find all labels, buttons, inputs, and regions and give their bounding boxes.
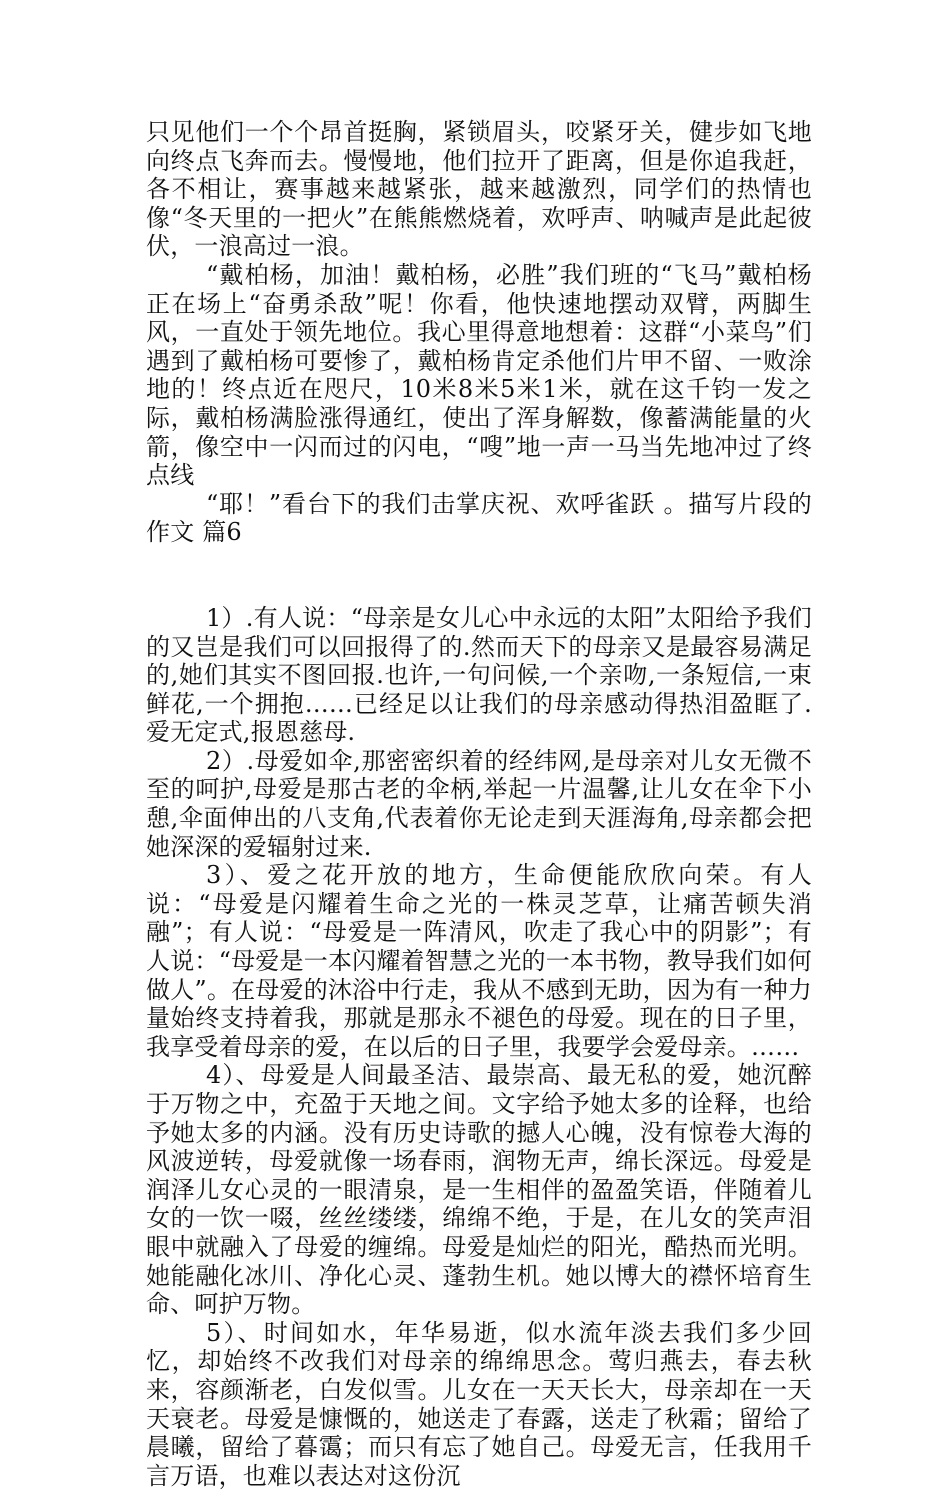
paragraph-2: “戴柏杨，加油！戴柏杨，必胜”我们班的“飞马”戴柏杨正在场上“奋勇杀敌”呢！你看，他快速地摆动双臂，两脚生风，一直处于领先地位。我心里得意地想着：这群“小菜鸟”们遇到了戴柏杨可要惨了，戴柏杨肯定杀他们片甲不留、一败涂地的！终点近在咫尺，10米8米5米1米，就在这千钧一发之际，戴柏杨满脸涨得通红，使出了浑身解数，像蓄满能量的火箭，像空中一闪而过的闪电，“嗖”地一声一马当先地冲过了终点线 (146, 260, 812, 490)
paragraph-1: 只见他们一个个昂首挺胸，紧锁眉头，咬紧牙关，健步如飞地向终点飞奔而去。慢慢地，他们拉开了距离，但是你追我赶，各不相让，赛事越来越紧张，越来越激烈，同学们的热情也像“冬天里的一把火”在熊熊燃烧着，欢呼声、呐喊声是此起彼伏，一浪高过一浪。 (146, 118, 812, 261)
section-top (146, 118, 812, 547)
section-gap (146, 547, 812, 604)
paragraph-3: “耶！”看台下的我们击掌庆祝、欢呼雀跃 。描写片段的作文 篇6 (146, 489, 812, 547)
paragraph-item-1: 1）.有人说：“母亲是女儿心中永远的太阳”太阳给予我们的又岂是我们可以回报得了的.然而天下的母亲又是最容易满足的,她们其实不图回报.也许,一句问候,一个亲吻,一条短信,一束鲜花,一个拥抱……已经足以让我们的母亲感动得热泪盈眶了.爱无定式,报恩慈母. (146, 603, 812, 747)
section-bottom (146, 604, 812, 1490)
paragraph-item-3: 3）、爱之花开放的地方，生命便能欣欣向荣。有人说：“母爱是闪耀着生命之光的一株灵芝草，让痛苦顿失消融”；有人说：“母爱是一阵清风，吹走了我心中的阴影”；有人说：“母爱是一本闪耀着智慧之光的一本书物，教导我们如何做人”。在母爱的沐浴中行走，我从不感到无助，因为有一种力量始终支持着我，那就是那永不褪色的母爱。现在的日子里，我享受着母亲的爱，在以后的日子里，我要学会爱母亲。…… (146, 861, 812, 1061)
paragraph-item-2: 2）.母爱如伞,那密密织着的经纬网,是母亲对儿女无微不至的呵护,母爱是那古老的伞柄,举起一片温馨,让儿女在伞下小憩,伞面伸出的八支角,代表着你无论走到天涯海角,母亲都会把她深深的爱辐射过来. (146, 746, 812, 861)
paragraph-item-4: 4）、母爱是人间最圣洁、最崇高、最无私的爱，她沉醉于万物之中，充盈于天地之间。文字给予她太多的诠释，也给予她太多的内涵。没有历史诗歌的撼人心魄，没有惊卷大海的风波逆转，母爱就像一场春雨，润物无声，绵长深远。母爱是润泽儿女心灵的一眼清泉，是一生相伴的盈盈笑语，伴随着儿女的一饮一啜，丝丝缕缕，绵绵不绝，于是，在儿女的笑声泪眼中就融入了母爱的缠绵。母爱是灿烂的阳光，酷热而光明。她能融化冰川、净化心灵、蓬勃生机。她以博大的襟怀培育生命、呵护万物。 (146, 1061, 812, 1319)
paragraph-item-5: 5）、时间如水，年华易逝，似水流年淡去我们多少回忆，却始终不改我们对母亲的绵绵思念。莺归燕去，春去秋来，容颜渐老，白发似雪。儿女在一天天长大，母亲却在一天天衰老。母爱是慷慨的，她送走了春露，送走了秋霜；留给了晨曦，留给了暮霭；而只有忘了她自己。母爱无言，任我用千言万语，也难以表达对这份沉 (146, 1318, 812, 1490)
